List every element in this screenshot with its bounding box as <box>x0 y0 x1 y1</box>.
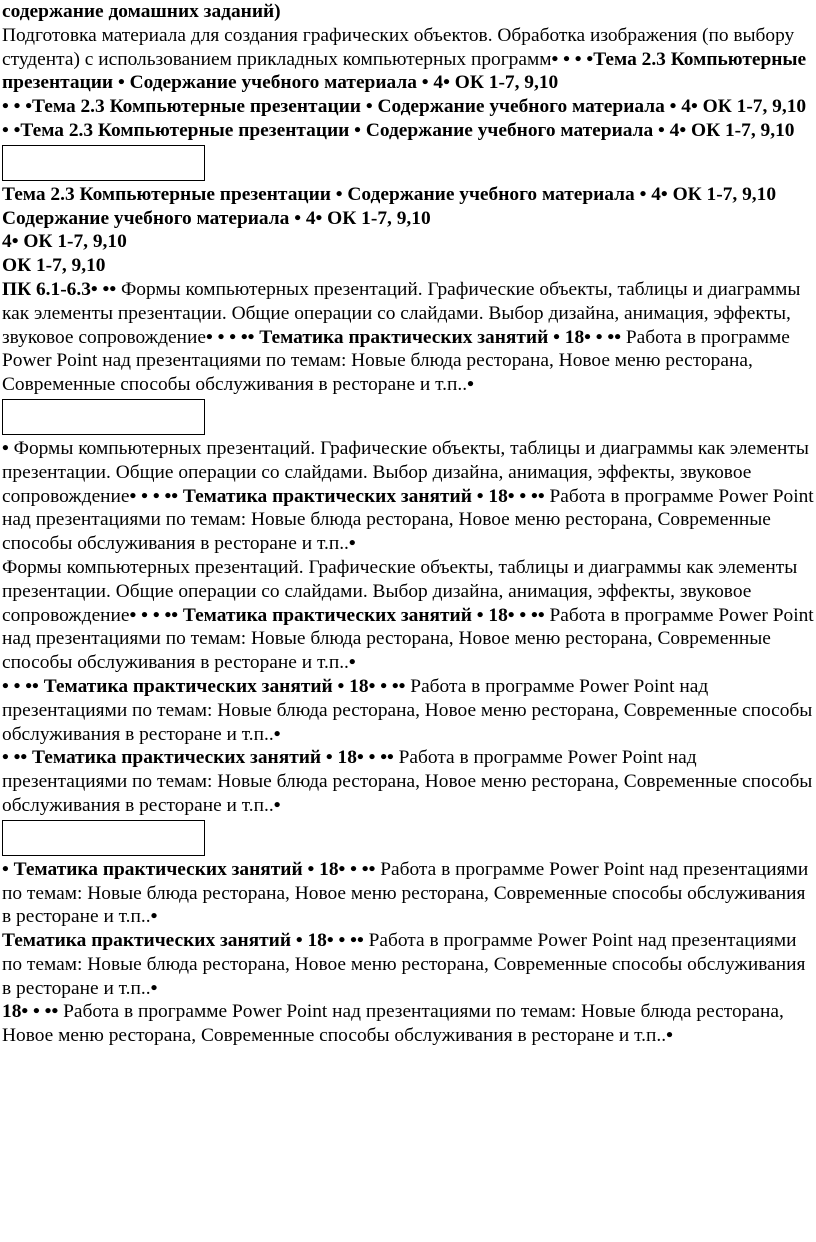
bold-run: • • •• Тематика практических занятий • 18• • •• <box>2 675 406 697</box>
text-paragraph <box>2 24 814 95</box>
bold-run: • <box>273 794 281 816</box>
text-paragraph <box>2 858 814 929</box>
text-run: Формы компьютерных презентаций. Графические объекты, таблицы и диаграммы как элементы презентации. Общие операции со слайдами. Выбор дизайна, анимация, эффекты, звуковое сопровождение <box>2 278 801 348</box>
bold-run: • <box>467 374 474 396</box>
bold-run: Тема 2.3 Компьютерные презентации • Содержание учебного материала • 4• ОК 1-7, 9,10 <box>2 183 777 205</box>
text-paragraph <box>2 183 814 207</box>
text-run: Работа в программе Power Point над презентациями по темам: Новые блюда ресторана, Новое меню ресторана, Современные способы обслуживания в ресторане и т.п.. <box>2 747 813 816</box>
text-run: Работа в программе Power Point над презентациями по темам: Новые блюда ресторана, Новое меню ресторана, Современные способы обслуживания в ресторане и т.п.. <box>2 1001 784 1047</box>
bold-run: • •Тема 2.3 Компьютерные презентации • Содержание учебного материала • 4• ОК 1-7, 9,10 <box>2 119 795 141</box>
bold-run: • <box>666 1025 673 1047</box>
heading-paragraph <box>2 0 814 24</box>
text-run: Работа в программе Power Point над презентациями по темам: Новые блюда ресторана, Новое меню ресторана, Современные способы обслуживания в ресторане и т.п.. <box>2 485 814 555</box>
text-paragraph <box>2 929 814 1000</box>
bold-run: • <box>348 533 356 555</box>
text-run: Работа в программе Power Point над презентациями по темам: Новые блюда ресторана, Новое меню ресторана, Современные способы обслуживания в ресторане и т.п.. <box>2 326 790 396</box>
text-run: Подготовка материала для создания графических объектов. Обработка изображения (по выбору студента) с использованием прикладных компьютерных программ <box>2 24 795 70</box>
empty-table-cell <box>2 145 205 181</box>
bold-run: содержание домашних заданий) <box>2 1 281 22</box>
text-paragraph <box>2 119 814 143</box>
text-paragraph <box>2 746 814 817</box>
bold-run: 18• • •• <box>2 1001 59 1023</box>
bold-run: • <box>273 723 281 745</box>
text-paragraph <box>2 556 814 675</box>
bold-run: • • • •Тема 2.3 Компьютерные презентации • Содержание учебного материала • 4• ОК 1-7, 9,10 <box>2 48 807 94</box>
bold-run: Содержание учебного материала • 4• ОК 1-7, 9,10 <box>2 207 431 229</box>
bold-run: • • • •• Тематика практических занятий • 18• • •• <box>129 485 545 507</box>
bold-run: • <box>150 977 158 999</box>
text-paragraph <box>2 95 814 119</box>
bold-run: Тематика практических занятий • 18• • •• <box>2 930 364 952</box>
text-paragraph <box>2 437 814 556</box>
text-run: Работа в программе Power Point над презентациями по темам: Новые блюда ресторана, Новое меню ресторана, Современные способы обслуживания в ресторане и т.п.. <box>2 675 813 745</box>
text-paragraph <box>2 1000 814 1048</box>
bold-run: ОК 1-7, 9,10 <box>2 255 106 277</box>
text-paragraph <box>2 254 814 278</box>
text-run: Формы компьютерных презентаций. Графические объекты, таблицы и диаграммы как элементы презентации. Общие операции со слайдами. Выбор дизайна, анимация, эффекты, звуковое сопровождение <box>2 556 798 626</box>
text-paragraph <box>2 230 814 254</box>
text-run: Работа в программе Power Point над презентациями по темам: Новые блюда ресторана, Новое меню ресторана, Современные способы обслуживания в ресторане и т.п.. <box>2 858 809 928</box>
bold-run: • • • •• Тематика практических занятий • 18• • •• <box>205 326 621 348</box>
bold-run: • <box>348 652 356 674</box>
text-paragraph <box>2 675 814 746</box>
bold-run: ПК 6.1-6.3• •• <box>2 278 117 300</box>
bold-run: • Тематика практических занятий • 18• • •• <box>2 858 376 880</box>
text-paragraph <box>2 207 814 231</box>
bold-run: • <box>150 906 158 928</box>
bold-run: • • •Тема 2.3 Компьютерные презентации • Содержание учебного материала • 4• ОК 1-7, 9,10 <box>2 96 807 118</box>
text-paragraph <box>2 278 814 397</box>
empty-table-cell <box>2 399 205 435</box>
text-run: Работа в программе Power Point над презентациями по темам: Новые блюда ресторана, Новое меню ресторана, Современные способы обслуживания в ресторане и т.п.. <box>2 930 806 999</box>
bold-run: • • • •• Тематика практических занятий • 18• • •• <box>129 604 545 626</box>
text-run: Работа в программе Power Point над презентациями по темам: Новые блюда ресторана, Новое меню ресторана, Современные способы обслуживания в ресторане и т.п.. <box>2 604 814 674</box>
bold-run: 4• ОК 1-7, 9,10 <box>2 231 127 253</box>
empty-table-cell <box>2 820 205 856</box>
text-run: Формы компьютерных презентаций. Графические объекты, таблицы и диаграммы как элементы презентации. Общие операции со слайдами. Выбор дизайна, анимация, эффекты, звуковое сопровождение <box>2 437 809 507</box>
bold-run: • <box>2 437 9 459</box>
document-body <box>2 0 814 1048</box>
bold-run: • •• Тематика практических занятий • 18• • •• <box>2 747 394 769</box>
